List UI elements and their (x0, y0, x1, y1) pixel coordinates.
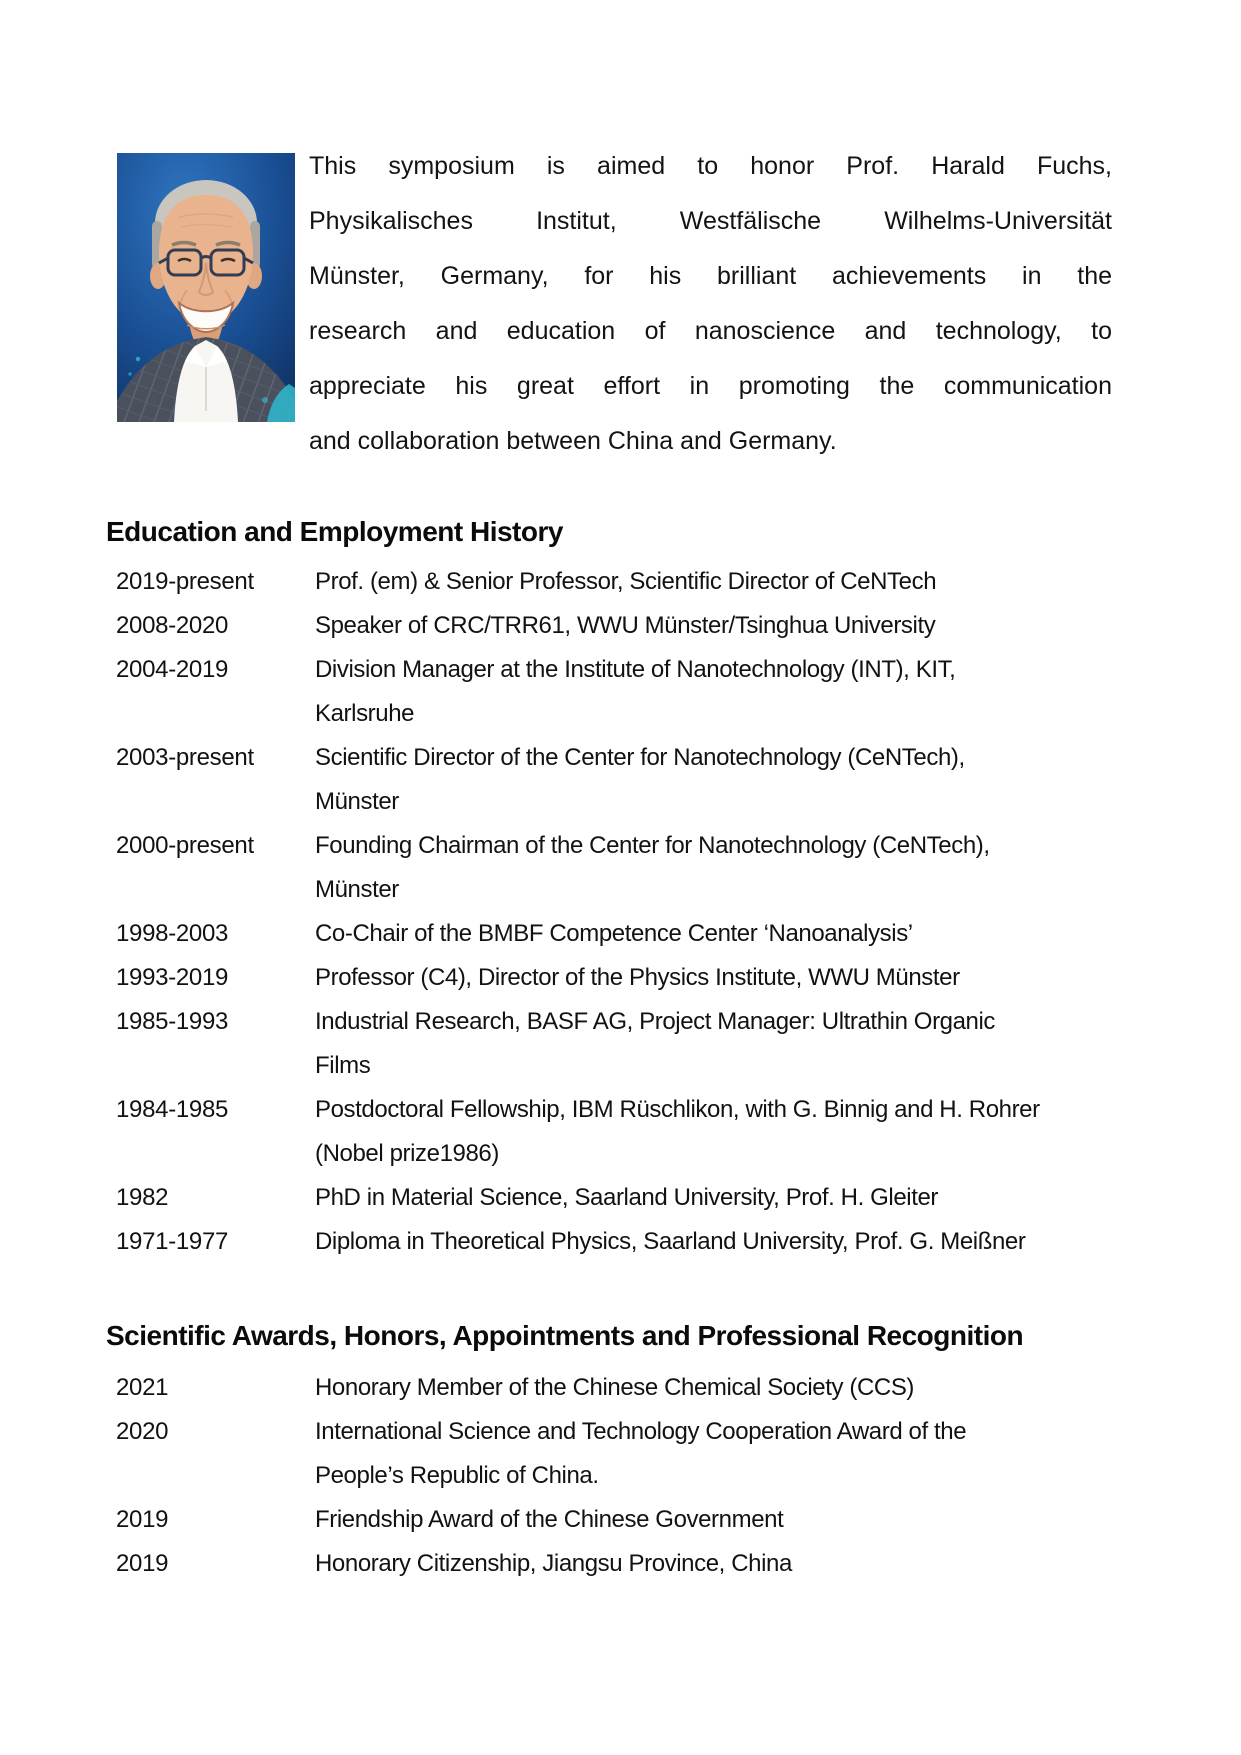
description-line: Industrial Research, BASF AG, Project Manager: Ultrathin Organic (315, 1008, 996, 1035)
year-label: 1985-1993 (116, 1008, 229, 1035)
entry-description (315, 956, 960, 1000)
description-line: Speaker of CRC/TRR61, WWU Münster/Tsinghua University (315, 612, 936, 639)
intro-line: and collaboration between China and Germany. (309, 427, 837, 455)
intro-line: This symposium is aimed to honor Prof. Harald Fuchs, (309, 152, 1112, 180)
entry-description (315, 736, 965, 824)
description-line: (Nobel prize1986) (315, 1140, 499, 1167)
year-label: 2019 (116, 1506, 169, 1533)
description-line: Diploma in Theoretical Physics, Saarland University, Prof. G. Meißner (315, 1228, 1026, 1255)
year-label: 2000-present (116, 832, 254, 859)
history-row (116, 1366, 1176, 1410)
year-label: 1971-1977 (116, 1228, 229, 1255)
description-line: Friendship Award of the Chinese Government (315, 1506, 784, 1533)
history-row (116, 1088, 1176, 1176)
description-line: PhD in Material Science, Saarland University, Prof. H. Gleiter (315, 1184, 939, 1211)
description-line: Münster (315, 876, 399, 903)
entry-description (315, 1000, 995, 1088)
entry-description (315, 824, 990, 912)
year-label: 2004-2019 (116, 656, 229, 683)
entry-description (315, 1542, 792, 1586)
entry-description (315, 1088, 1040, 1176)
description-line: Prof. (em) & Senior Professor, Scientific Director of CeNTech (315, 568, 937, 595)
portrait-photo (117, 153, 295, 422)
entry-description (315, 1366, 914, 1410)
history-row (116, 956, 1176, 1000)
intro-line: appreciate his great effort in promoting the communication (309, 372, 1112, 400)
year-label: 1993-2019 (116, 964, 229, 991)
year-label: 2019 (116, 1550, 169, 1577)
description-line: Division Manager at the Institute of Nanotechnology (INT), KIT, (315, 656, 956, 683)
year-label: 1998-2003 (116, 920, 229, 947)
intro-line: research and education of nanoscience and technology, to (309, 317, 1112, 345)
education-history-list (116, 560, 1176, 1264)
description-line: Founding Chairman of the Center for Nanotechnology (CeNTech), (315, 832, 990, 859)
history-row (116, 1220, 1176, 1264)
description-line: People’s Republic of China. (315, 1462, 599, 1489)
year-label: 1982 (116, 1184, 169, 1211)
awards-list (116, 1366, 1176, 1586)
year-label: 2019-present (116, 568, 254, 595)
history-row (116, 1000, 1176, 1088)
year-label: 2021 (116, 1374, 169, 1401)
history-row (116, 736, 1176, 824)
year-label: 2020 (116, 1418, 169, 1445)
entry-description (315, 604, 935, 648)
description-line: Professor (C4), Director of the Physics Institute, WWU Münster (315, 964, 960, 991)
description-line: Co-Chair of the BMBF Competence Center ‘Nanoanalysis’ (315, 920, 913, 947)
intro-line: Physikalisches Institut, Westfälische Wilhelms-Universität (309, 207, 1112, 235)
section-heading-education: Education and Employment History (106, 516, 563, 547)
entry-description (315, 912, 913, 956)
entry-description (315, 560, 936, 604)
intro-line: Münster, Germany, for his brilliant achievements in the (309, 262, 1112, 290)
history-row (116, 1498, 1176, 1542)
year-label: 1984-1985 (116, 1096, 229, 1123)
history-row (116, 824, 1176, 912)
description-line: International Science and Technology Cooperation Award of the (315, 1418, 967, 1445)
history-row (116, 1542, 1176, 1586)
description-line: Honorary Citizenship, Jiangsu Province, China (315, 1550, 792, 1577)
entry-description (315, 1410, 966, 1498)
section-heading-awards: Scientific Awards, Honors, Appointments and Professional Recognition (106, 1320, 1024, 1351)
history-row (116, 912, 1176, 956)
entry-description (315, 1498, 783, 1542)
year-label: 2008-2020 (116, 612, 229, 639)
year-label: 2003-present (116, 744, 254, 771)
description-line: Münster (315, 788, 399, 815)
entry-description (315, 648, 955, 736)
history-row (116, 1176, 1176, 1220)
description-line: Postdoctoral Fellowship, IBM Rüschlikon, with G. Binnig and H. Rohrer (315, 1096, 1040, 1123)
history-row (116, 1410, 1176, 1498)
entry-description (315, 1220, 1025, 1264)
description-line: Honorary Member of the Chinese Chemical Society (CCS) (315, 1374, 915, 1401)
intro-paragraph (309, 139, 1112, 469)
description-line: Karlsruhe (315, 700, 415, 727)
entry-description (315, 1176, 938, 1220)
description-line: Scientific Director of the Center for Nanotechnology (CeNTech), (315, 744, 965, 771)
history-row (116, 560, 1176, 604)
history-row (116, 648, 1176, 736)
description-line: Films (315, 1052, 371, 1079)
history-row (116, 604, 1176, 648)
portrait-illustration (117, 153, 295, 422)
